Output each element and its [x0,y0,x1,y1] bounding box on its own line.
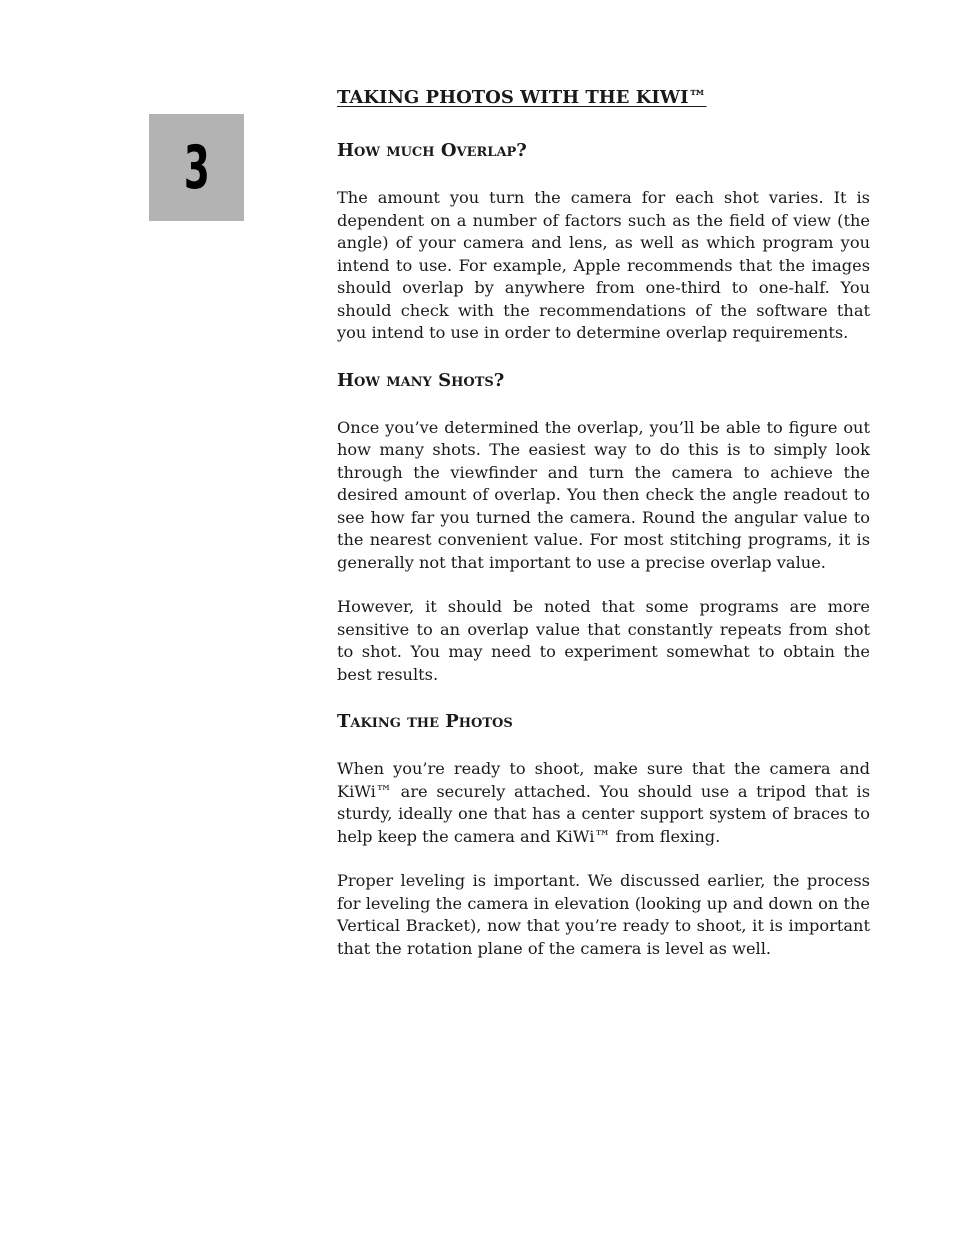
paragraph: Proper leveling is important. We discussed earlier, the process for leveling the camera in elevation (looking up and down on the Vertical Bracket), now that you’re ready to shoot, it is important that the rotation plane of the camera is level as well. [337,871,870,958]
page-title: TAKING PHOTOS WITH THE KIWI™ [337,87,707,108]
section-heading: How many Shots? [337,369,505,391]
section-heading: How much Overlap? [337,140,527,161]
paragraph: However, it should be noted that some programs are more sensitive to an overlap value that constantly repeats from shot to shot. You may need to experiment somewhat to obtain the best results. [337,597,870,684]
section-shots [337,367,870,687]
section-overlap [337,137,870,345]
paragraph: The amount you turn the camera for each shot varies. It is dependent on a number of factors such as the field of view (the angle) of your camera and lens, as well as which program you intend to use. For example, Apple recommends that the images should overlap by anywhere from one-third to one-half. You should check with the recommendations of the software that you intend to use in order to determine overlap requirements. [337,188,870,342]
page-content [337,84,870,960]
section-heading: Taking the Photos [337,711,513,732]
paragraph: When you’re ready to shoot, make sure that the camera and KiWi™ are securely attached. You should use a tripod that is sturdy, ideally one that has a center support system of braces to help keep the camera and KiWi™ from flexing. [337,759,870,846]
section-taking-photos [337,708,870,960]
chapter-tab [149,114,244,221]
paragraph: Once you’ve determined the overlap, you’ll be able to figure out how many shots. The easiest way to do this is to simply look through the viewfinder and turn the camera to achieve the desired amount of overlap. You then check the angle readout to see how far you turned the camera. Round the angular value to the nearest convenient value. For most stitching programs, it is generally not that important to use a precise overlap value. [337,417,870,572]
chapter-number: 3 [183,132,210,203]
